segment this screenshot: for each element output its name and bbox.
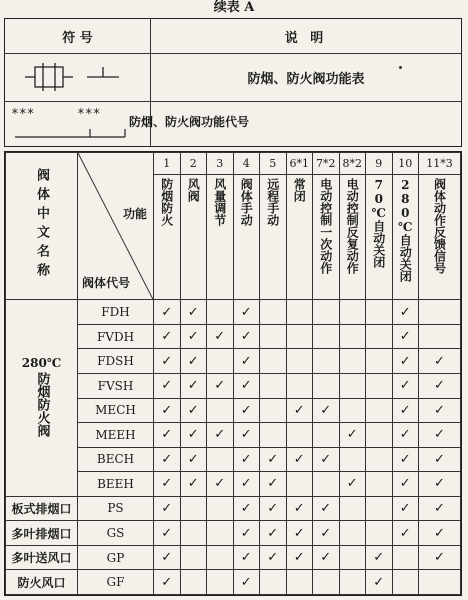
check-cell	[419, 447, 461, 472]
check-mark: ✓	[187, 451, 199, 467]
symbol-table	[4, 18, 462, 147]
check-cell	[419, 521, 461, 546]
valve-code: BECH	[78, 447, 154, 472]
column-number: 5	[260, 153, 287, 175]
check-cell	[260, 349, 287, 374]
check-cell	[339, 300, 366, 325]
check-cell	[419, 373, 461, 398]
check-mark: ✓	[161, 329, 173, 345]
column-name-wrap	[207, 175, 233, 299]
check-cell	[233, 545, 260, 570]
check-mark: ✓	[161, 304, 173, 320]
column-name	[419, 175, 461, 300]
check-cell	[392, 324, 419, 349]
check-cell	[286, 472, 313, 497]
check-mark: ✓	[434, 500, 445, 516]
check-cell	[180, 447, 207, 472]
check-mark: ✓	[434, 353, 445, 369]
check-cell	[154, 373, 181, 398]
check-mark: ✓	[346, 476, 358, 492]
check-mark: ✓	[240, 427, 252, 443]
check-cell	[260, 300, 287, 325]
row-group-label: 板式排烟口	[6, 496, 78, 521]
check-mark: ✓	[240, 476, 252, 492]
check-mark: ✓	[240, 378, 252, 394]
check-cell	[260, 570, 287, 595]
check-cell	[392, 447, 419, 472]
check-cell	[313, 423, 340, 448]
check-cell	[180, 373, 207, 398]
check-cell	[154, 423, 181, 448]
check-mark: ✓	[293, 550, 305, 566]
check-cell	[392, 423, 419, 448]
check-mark: ✓	[240, 329, 252, 345]
valve-code: FVDH	[78, 324, 154, 349]
check-cell	[286, 300, 313, 325]
column-number: 1	[154, 153, 181, 175]
check-cell	[154, 447, 181, 472]
check-cell	[339, 373, 366, 398]
check-cell	[260, 496, 287, 521]
check-cell	[207, 545, 234, 570]
check-mark: ✓	[399, 451, 411, 467]
check-mark: ✓	[240, 304, 252, 320]
check-cell	[313, 373, 340, 398]
column-name-text: 风阀	[186, 178, 201, 203]
check-mark: ✓	[293, 500, 305, 516]
check-cell	[366, 423, 393, 448]
check-mark: ✓	[240, 550, 252, 566]
check-cell	[392, 472, 419, 497]
check-cell	[313, 521, 340, 546]
check-cell	[154, 570, 181, 595]
check-mark: ✓	[399, 427, 411, 443]
column-name-text: 风量调节	[212, 178, 227, 227]
check-mark: ✓	[240, 451, 252, 467]
check-mark: ✓	[293, 402, 305, 418]
column-number: 6*1	[286, 153, 313, 175]
check-cell	[154, 300, 181, 325]
valve-symbol	[23, 57, 133, 97]
check-cell	[392, 300, 419, 325]
column-name-text: 电动控制反复动作	[345, 178, 360, 275]
check-mark: ✓	[214, 427, 226, 443]
column-name-wrap	[154, 175, 180, 299]
check-mark: ✓	[214, 378, 226, 394]
check-cell	[339, 398, 366, 423]
row-divider	[5, 101, 461, 102]
number-row	[6, 153, 461, 175]
check-cell	[207, 447, 234, 472]
check-cell	[260, 423, 287, 448]
column-name	[366, 175, 393, 300]
valve-code: FVSH	[78, 373, 154, 398]
check-cell	[313, 324, 340, 349]
column-name-text: 阀体动作反馈信号	[432, 178, 447, 275]
column-name-text: 70℃自动关闭	[371, 178, 386, 269]
column-number: 2	[180, 153, 207, 175]
check-cell	[313, 398, 340, 423]
check-cell	[233, 373, 260, 398]
check-mark: ✓	[373, 550, 385, 566]
check-mark: ✓	[161, 525, 173, 541]
column-number: 7*2	[313, 153, 340, 175]
check-mark: ✓	[320, 451, 332, 467]
check-mark: ✓	[214, 329, 226, 345]
check-mark: ✓	[399, 500, 411, 516]
table-row	[6, 521, 461, 546]
check-cell	[419, 472, 461, 497]
valve-code: GF	[78, 570, 154, 595]
check-cell	[286, 496, 313, 521]
check-cell	[154, 472, 181, 497]
check-mark: ✓	[240, 500, 252, 516]
group-280-top: 280℃	[21, 356, 62, 371]
check-cell	[233, 423, 260, 448]
check-cell	[392, 545, 419, 570]
check-cell	[339, 545, 366, 570]
check-cell	[180, 398, 207, 423]
column-name	[286, 175, 313, 300]
check-mark: ✓	[399, 525, 411, 541]
check-cell	[339, 472, 366, 497]
check-cell	[233, 521, 260, 546]
column-name-text: 远程手动	[265, 178, 280, 227]
check-cell	[366, 398, 393, 423]
check-cell	[207, 472, 234, 497]
dot-mark	[399, 66, 402, 69]
check-cell	[286, 324, 313, 349]
column-name	[233, 175, 260, 300]
name-header	[6, 153, 78, 300]
check-cell	[419, 496, 461, 521]
check-cell	[313, 570, 340, 595]
check-cell	[366, 349, 393, 374]
group-280-label: 防烟防火阀	[34, 372, 50, 438]
check-mark: ✓	[161, 451, 173, 467]
check-cell	[419, 300, 461, 325]
check-cell	[366, 545, 393, 570]
check-cell	[286, 398, 313, 423]
check-cell	[286, 570, 313, 595]
check-cell	[154, 521, 181, 546]
check-mark: ✓	[434, 402, 445, 418]
code-description: 防烟、防火阀功能代号	[129, 115, 250, 129]
check-mark: ✓	[187, 378, 199, 394]
check-mark: ✓	[240, 574, 252, 590]
check-mark: ✓	[187, 476, 199, 492]
check-cell	[154, 545, 181, 570]
check-cell	[180, 545, 207, 570]
code-right: ***	[77, 107, 101, 122]
check-cell	[180, 349, 207, 374]
check-cell	[207, 349, 234, 374]
column-name-text: 阀体手动	[239, 178, 254, 227]
valve-code: MEEH	[78, 423, 154, 448]
check-mark: ✓	[187, 329, 199, 345]
check-mark: ✓	[161, 378, 173, 394]
valve-code: FDSH	[78, 349, 154, 374]
code-left: ***	[11, 107, 35, 122]
check-cell	[339, 349, 366, 374]
table-row	[6, 545, 461, 570]
check-cell	[286, 373, 313, 398]
check-mark: ✓	[399, 378, 411, 394]
check-cell	[260, 447, 287, 472]
check-cell	[260, 545, 287, 570]
check-cell	[339, 423, 366, 448]
check-cell	[260, 521, 287, 546]
column-name-text: 280℃自动关闭	[398, 178, 413, 283]
check-mark: ✓	[434, 525, 445, 541]
check-mark: ✓	[293, 451, 305, 467]
check-cell	[286, 423, 313, 448]
column-number: 3	[207, 153, 234, 175]
check-cell	[207, 398, 234, 423]
check-cell	[313, 447, 340, 472]
check-cell	[366, 447, 393, 472]
check-cell	[207, 496, 234, 521]
column-number: 9	[366, 153, 393, 175]
diagonal-header	[78, 153, 154, 300]
check-cell	[154, 496, 181, 521]
check-mark: ✓	[240, 402, 252, 418]
valve-code: MECH	[78, 398, 154, 423]
check-cell	[286, 521, 313, 546]
code-label: 阀体代号	[82, 276, 131, 291]
check-cell	[207, 373, 234, 398]
valve-code: BEEH	[78, 472, 154, 497]
column-number: 8*2	[339, 153, 366, 175]
check-cell	[233, 496, 260, 521]
column-name-text: 常闭	[292, 178, 307, 203]
check-mark: ✓	[434, 550, 445, 566]
check-mark: ✓	[267, 500, 279, 516]
check-mark: ✓	[434, 427, 445, 443]
check-mark: ✓	[161, 574, 173, 590]
check-cell	[419, 349, 461, 374]
valve-symbol-icon	[23, 57, 133, 97]
function-label: 功能	[122, 207, 147, 221]
row-group-label: 多叶排烟口	[6, 521, 78, 546]
check-mark: ✓	[240, 353, 252, 369]
row-group-label: 多叶送风口	[6, 545, 78, 570]
valve-code: FDH	[78, 300, 154, 325]
check-mark: ✓	[399, 476, 411, 492]
check-mark: ✓	[267, 525, 279, 541]
check-cell	[366, 570, 393, 595]
valve-code: GP	[78, 545, 154, 570]
check-cell	[419, 545, 461, 570]
valve-code: GS	[78, 521, 154, 546]
check-mark: ✓	[320, 525, 332, 541]
description-header: 说 明	[284, 30, 328, 46]
table-row	[6, 570, 461, 595]
check-cell	[207, 423, 234, 448]
symbol-header: 符 号	[62, 30, 93, 46]
check-cell	[207, 300, 234, 325]
column-name-text: 防烟防火	[159, 178, 174, 227]
check-cell	[339, 496, 366, 521]
check-cell	[313, 349, 340, 374]
check-cell	[180, 300, 207, 325]
check-cell	[233, 570, 260, 595]
check-cell	[260, 472, 287, 497]
check-cell	[260, 373, 287, 398]
valve-code: PS	[78, 496, 154, 521]
check-cell	[392, 349, 419, 374]
check-cell	[180, 472, 207, 497]
check-mark: ✓	[214, 476, 226, 492]
check-cell	[366, 300, 393, 325]
column-name-wrap	[234, 175, 260, 299]
check-cell	[260, 324, 287, 349]
check-cell	[180, 521, 207, 546]
function-grid	[4, 151, 462, 596]
check-mark: ✓	[161, 550, 173, 566]
check-cell	[339, 324, 366, 349]
column-name	[154, 175, 181, 300]
check-cell	[207, 570, 234, 595]
check-cell	[180, 324, 207, 349]
check-mark: ✓	[267, 476, 279, 492]
check-mark: ✓	[399, 304, 411, 320]
check-cell	[339, 570, 366, 595]
check-mark: ✓	[320, 402, 332, 418]
check-cell	[392, 398, 419, 423]
check-mark: ✓	[161, 353, 173, 369]
check-mark: ✓	[187, 402, 199, 418]
column-name	[339, 175, 366, 300]
check-mark: ✓	[399, 402, 411, 418]
check-mark: ✓	[320, 500, 332, 516]
check-cell	[233, 324, 260, 349]
column-name-wrap	[313, 175, 339, 299]
code-bracket	[5, 119, 135, 145]
column-name-text: 电动控制一次动作	[318, 178, 333, 275]
check-cell	[419, 324, 461, 349]
column-name	[260, 175, 287, 300]
check-cell	[154, 398, 181, 423]
check-cell	[419, 398, 461, 423]
check-mark: ✓	[161, 427, 173, 443]
check-cell	[233, 447, 260, 472]
table-caption: 续表 A	[213, 0, 255, 15]
column-name-wrap	[393, 175, 419, 299]
check-cell	[313, 545, 340, 570]
column-name-wrap	[366, 175, 392, 299]
check-cell	[366, 472, 393, 497]
check-mark: ✓	[346, 427, 358, 443]
column-name-wrap	[419, 175, 460, 299]
check-mark: ✓	[267, 550, 279, 566]
group-280-cell	[6, 300, 78, 496]
check-mark: ✓	[161, 500, 173, 516]
check-mark: ✓	[240, 525, 252, 541]
check-mark: ✓	[434, 451, 445, 467]
check-cell	[286, 545, 313, 570]
check-cell	[233, 349, 260, 374]
check-cell	[366, 324, 393, 349]
check-cell	[207, 324, 234, 349]
column-number: 10	[392, 153, 419, 175]
table-row	[6, 300, 461, 325]
check-mark: ✓	[434, 378, 445, 394]
check-mark: ✓	[187, 427, 199, 443]
check-mark: ✓	[187, 304, 199, 320]
check-cell	[260, 398, 287, 423]
check-mark: ✓	[161, 476, 173, 492]
check-cell	[419, 423, 461, 448]
table-row	[6, 496, 461, 521]
check-cell	[233, 300, 260, 325]
check-mark: ✓	[373, 574, 385, 590]
check-cell	[154, 349, 181, 374]
column-number: 4	[233, 153, 260, 175]
column-name-wrap	[260, 175, 286, 299]
check-cell	[366, 521, 393, 546]
row-group-label: 防火风口	[6, 570, 78, 595]
check-cell	[366, 373, 393, 398]
check-mark: ✓	[293, 525, 305, 541]
check-cell	[339, 521, 366, 546]
column-name-wrap	[340, 175, 366, 299]
check-mark: ✓	[161, 402, 173, 418]
check-cell	[339, 447, 366, 472]
check-mark: ✓	[399, 353, 411, 369]
check-cell	[366, 496, 393, 521]
check-cell	[154, 324, 181, 349]
column-name	[207, 175, 234, 300]
check-cell	[313, 300, 340, 325]
check-cell	[392, 496, 419, 521]
check-cell	[180, 496, 207, 521]
check-cell	[286, 349, 313, 374]
check-cell	[419, 570, 461, 595]
symbol-description: 防烟、防火阀功能表	[247, 71, 365, 87]
check-cell	[207, 521, 234, 546]
check-cell	[313, 496, 340, 521]
check-cell	[392, 373, 419, 398]
column-name	[180, 175, 207, 300]
column-name-wrap	[181, 175, 207, 299]
check-cell	[313, 472, 340, 497]
column-number: 11*3	[419, 153, 461, 175]
check-mark: ✓	[434, 476, 445, 492]
check-cell	[180, 423, 207, 448]
check-cell	[392, 521, 419, 546]
column-name	[392, 175, 419, 300]
check-cell	[392, 570, 419, 595]
check-mark: ✓	[267, 451, 279, 467]
column-name-wrap	[287, 175, 313, 299]
check-mark: ✓	[187, 353, 199, 369]
check-cell	[180, 570, 207, 595]
column-name	[313, 175, 340, 300]
check-cell	[286, 447, 313, 472]
check-mark: ✓	[399, 329, 411, 345]
name-header-label: 阀体中文名称	[34, 167, 49, 282]
check-cell	[233, 472, 260, 497]
check-cell	[233, 398, 260, 423]
check-mark: ✓	[320, 550, 332, 566]
